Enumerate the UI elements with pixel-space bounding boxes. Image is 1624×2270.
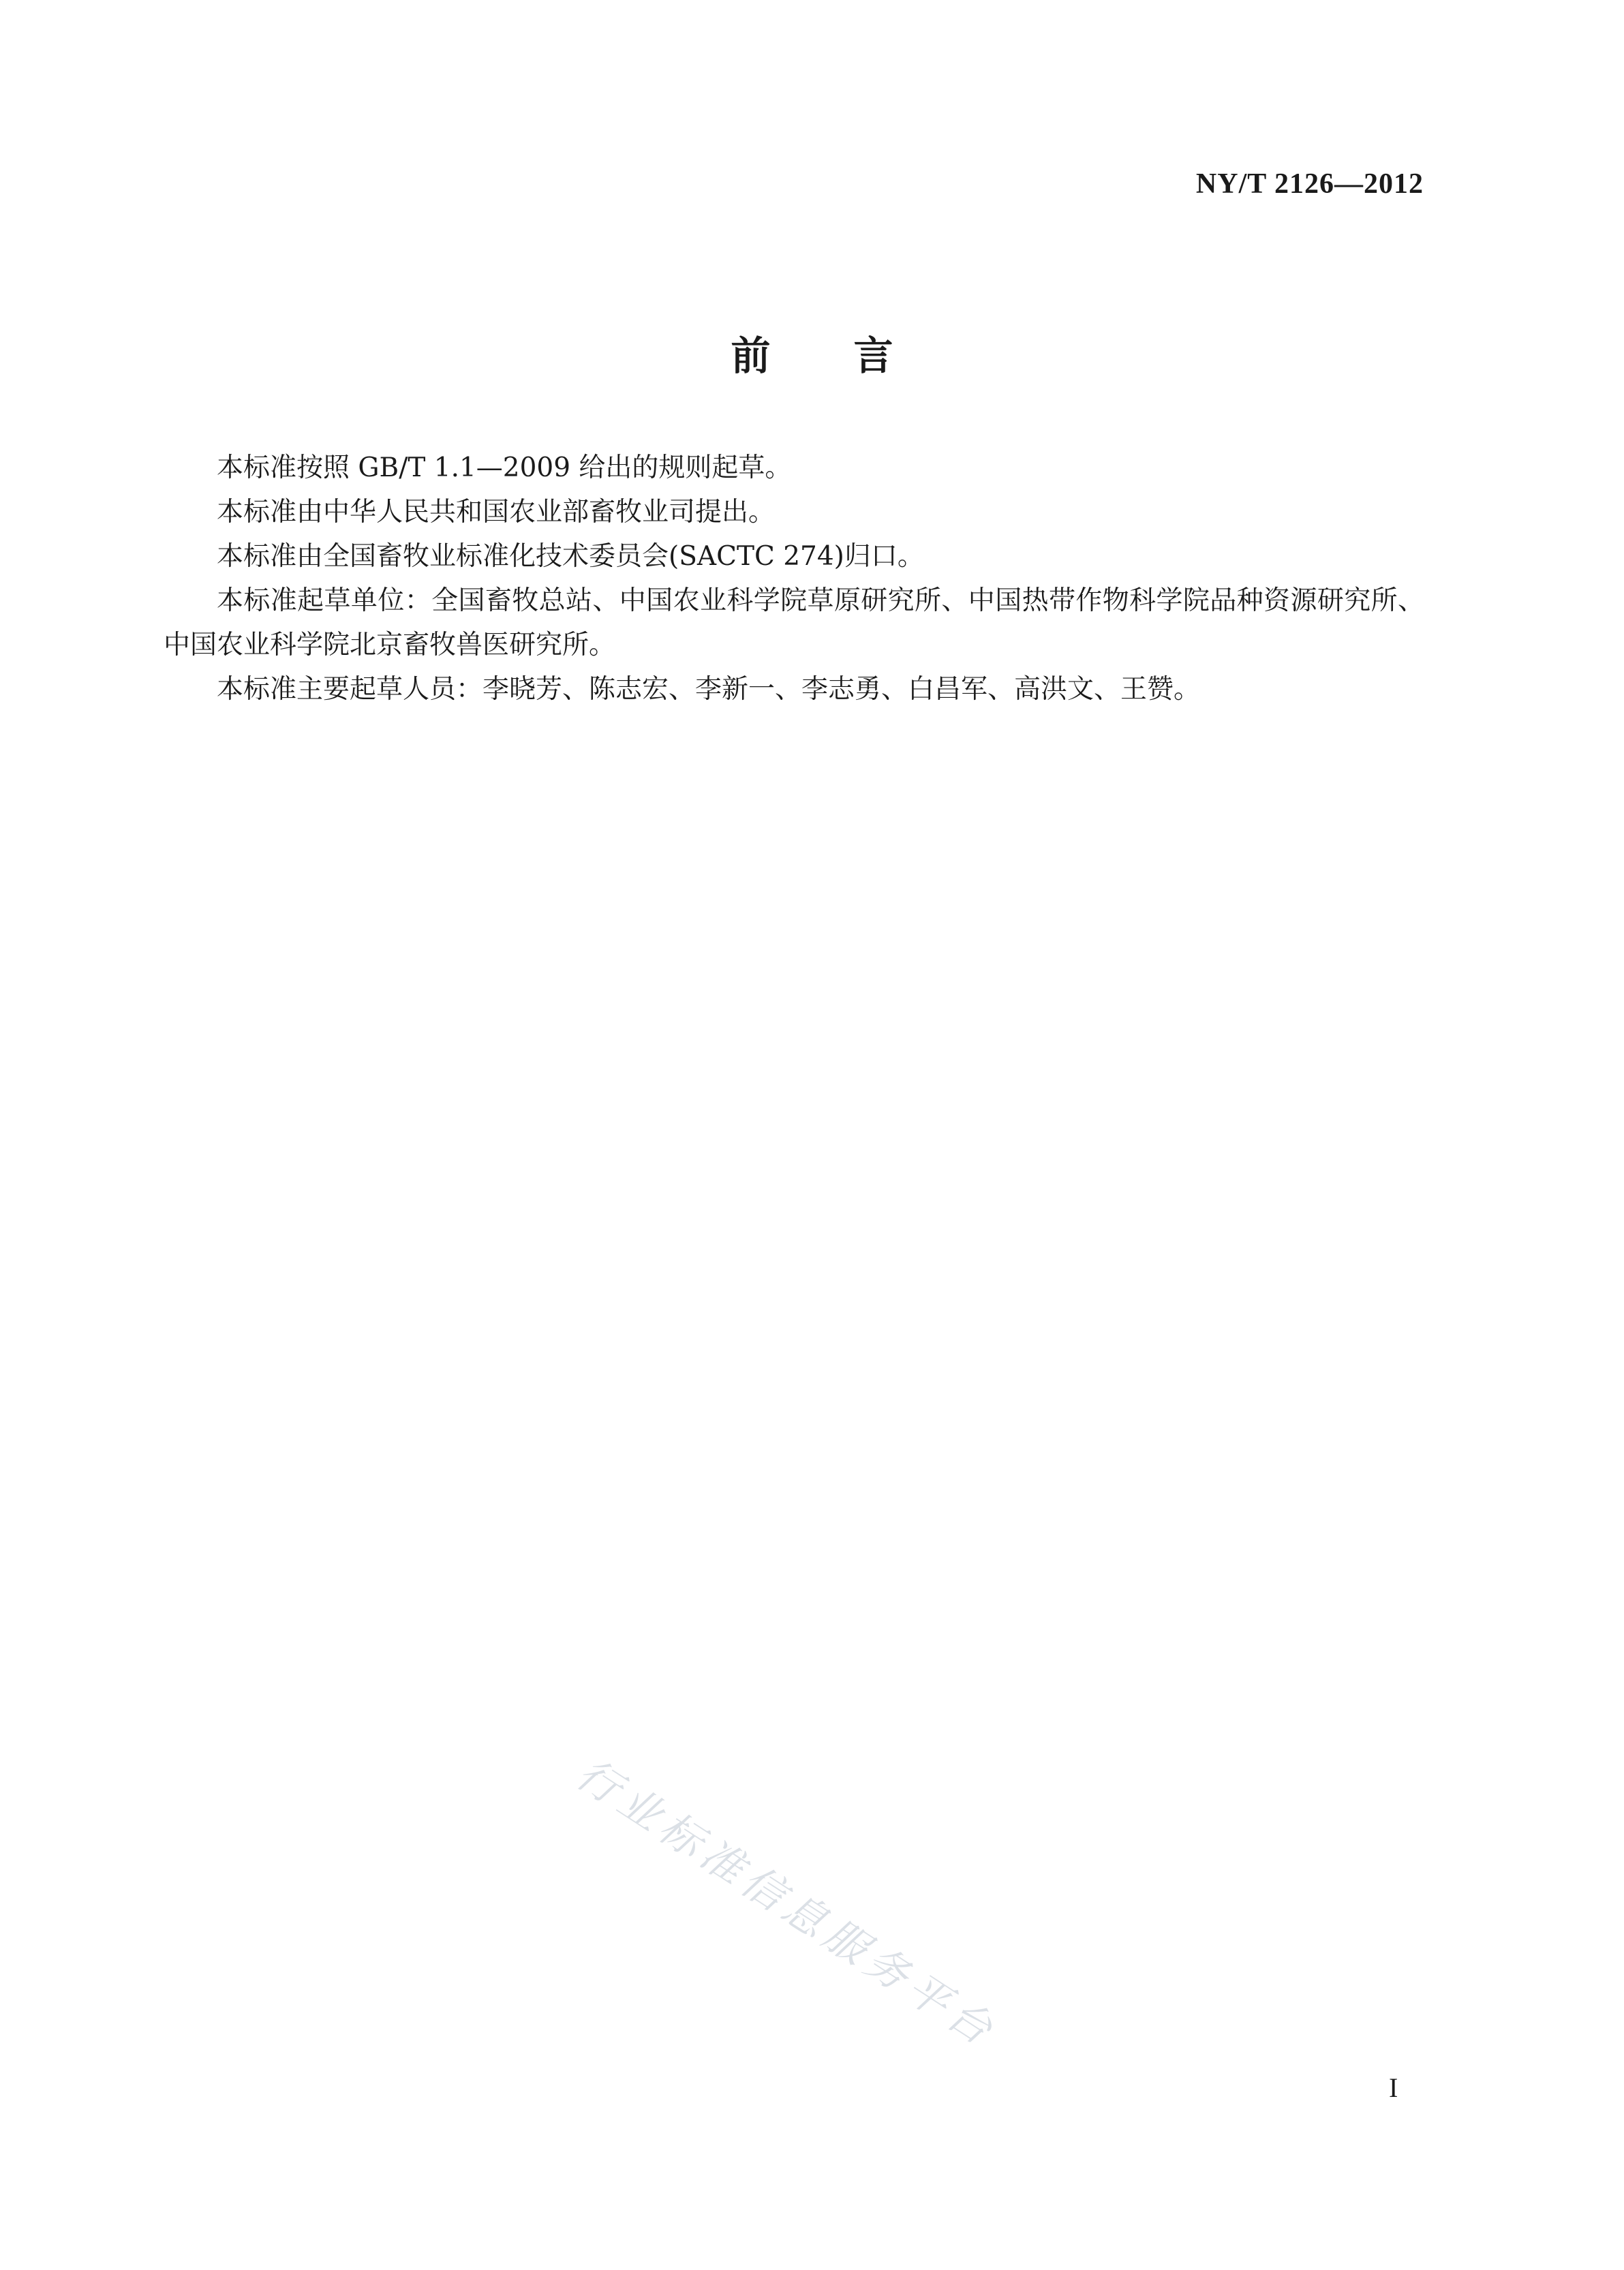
paragraph-drafting-units: 本标准起草单位：全国畜牧总站、中国农业科学院草原研究所、中国热带作物科学院品种资源研究所、中国农业科学院北京畜牧兽医研究所。 <box>164 585 1424 660</box>
paragraph-proposer: 本标准由中华人民共和国农业部畜牧业司提出。 <box>217 497 776 527</box>
paragraph-drafters: 本标准主要起草人员：李晓芳、陈志宏、李新一、李志勇、白昌军、高洪文、王赞。 <box>217 674 1201 705</box>
paragraph-centralized-by: 本标准由全国畜牧业标准化技术委员会(SACTC 274)归口。 <box>217 541 924 572</box>
paragraph-drafting-rules: 本标准按照 GB/T 1.1—2009 给出的规则起草。 <box>217 453 792 483</box>
page-number: I <box>1389 2072 1398 2103</box>
foreword-body <box>164 446 1424 711</box>
standard-code: NY/T 2126—2012 <box>1195 168 1424 200</box>
watermark: 行业标准信息服务平台 <box>568 1748 1007 2058</box>
page-title: 前言 <box>731 333 977 379</box>
